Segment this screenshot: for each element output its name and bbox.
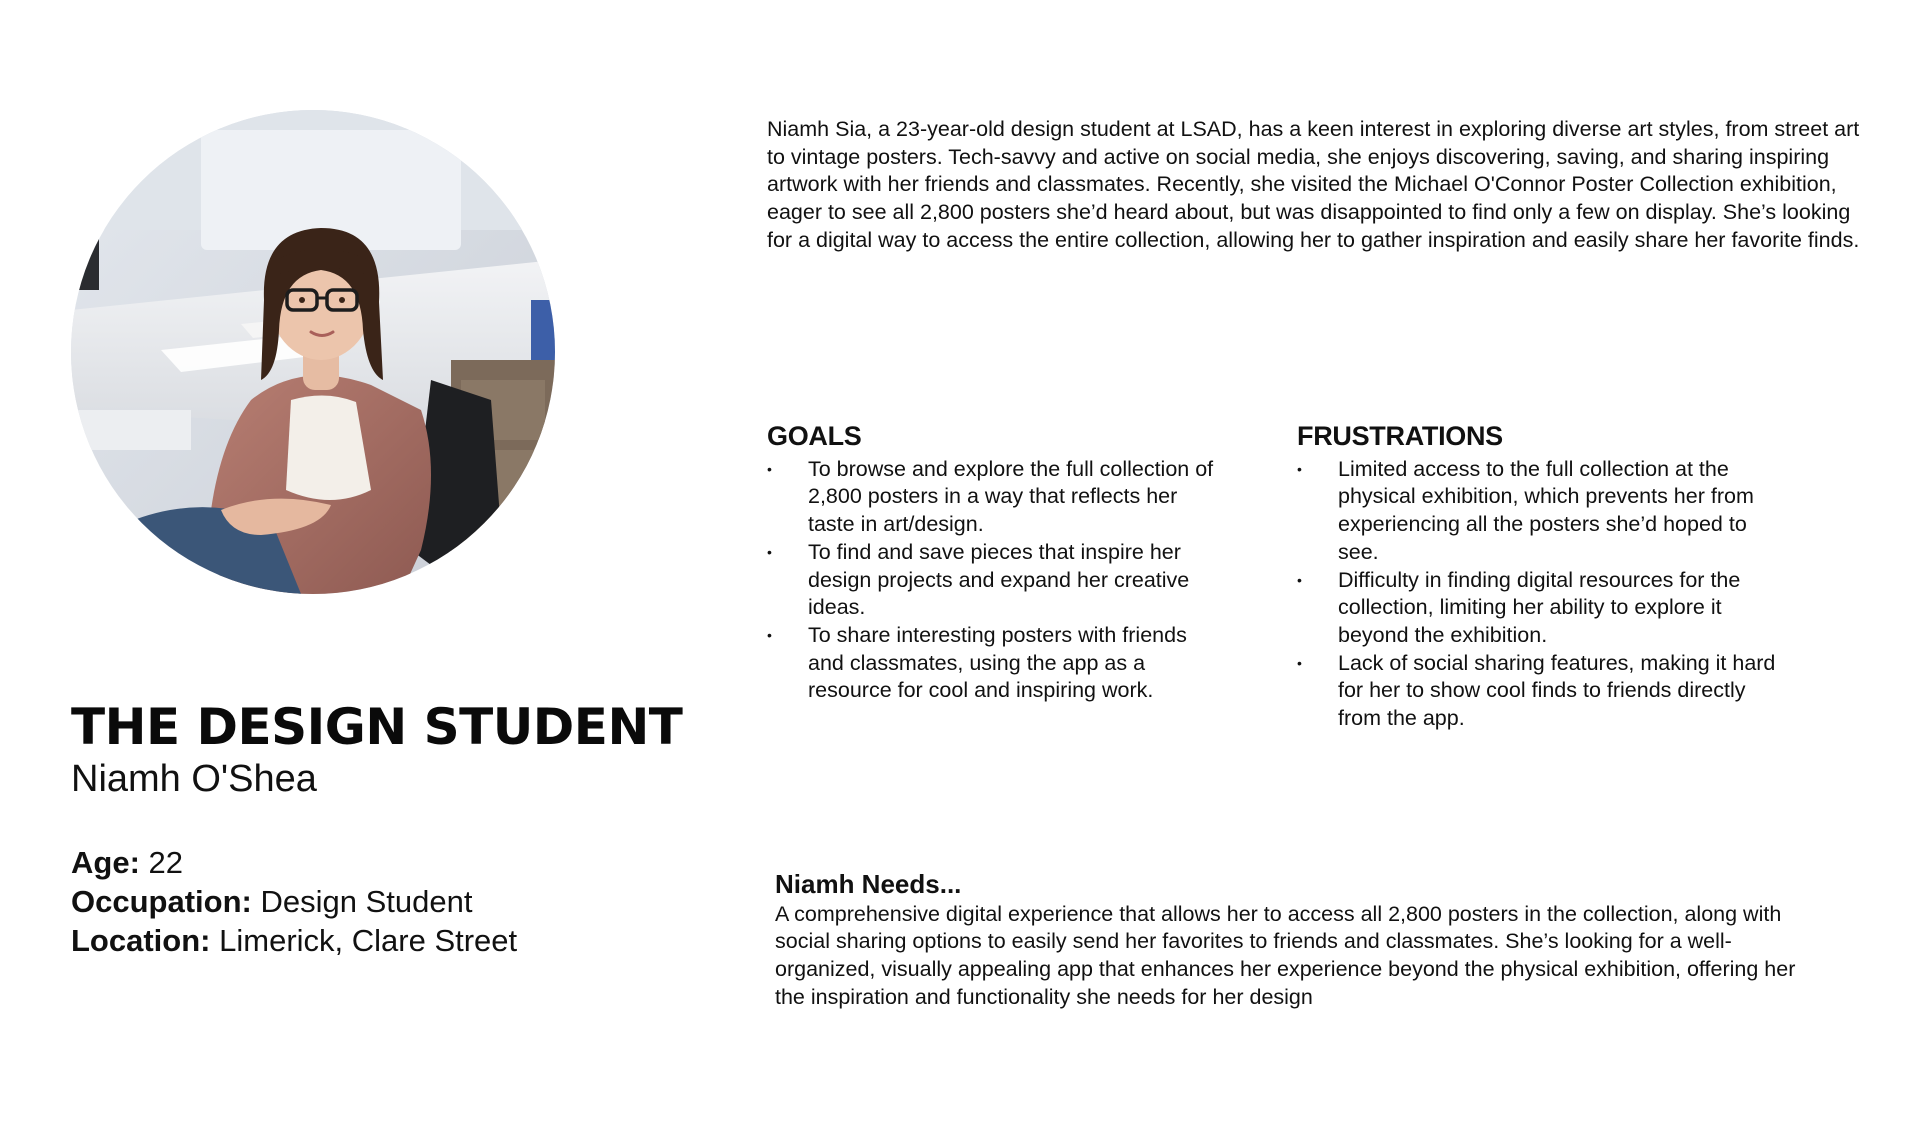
fact-value: Limerick, Clare Street [219, 923, 518, 958]
persona-photo-illustration [71, 110, 555, 594]
goal-item: • To share interesting posters with friends and classmates, using the app as a resource for cool and inspiring work. [767, 622, 1227, 705]
fact-label: Age: [71, 845, 140, 880]
frustrations-heading: FRUSTRATIONS [1297, 421, 1503, 451]
goals-heading: GOALS [767, 421, 862, 451]
frustration-item: • Difficulty in finding digital resources for the collection, limiting her ability to explore it beyond the exhibition. [1297, 567, 1777, 650]
persona-name: Niamh O'Shea [71, 758, 317, 800]
frustration-item: • Lack of social sharing features, making it hard for her to show cool finds to friends directly from the app. [1297, 650, 1777, 733]
fact-occupation [71, 882, 517, 921]
fact-value: 22 [148, 845, 183, 880]
fact-label: Occupation: [71, 884, 252, 919]
fact-age [71, 843, 517, 882]
fact-value: Design Student [260, 884, 473, 919]
goals-list [767, 456, 1227, 705]
needs-section [775, 868, 1825, 1011]
persona-facts [71, 843, 517, 960]
goal-item: • To find and save pieces that inspire her design projects and expand her creative ideas. [767, 539, 1227, 622]
persona-photo [71, 110, 555, 594]
fact-label: Location: [71, 923, 211, 958]
persona-bio: Niamh Sia, a 23-year-old design student at LSAD, has a keen interest in exploring diverse art styles, from street art to vintage posters. Tech-savvy and active on social media, she enjoys discovering, saving, and sharing inspiring artwork with her friends and classmates. Recently, she visited the Michael O'Connor Poster Collection exhibition, eager to see all 2,800 posters she’d heard about, but was disappointed to find only a few on display. She’s looking for a digital way to access the entire collection, allowing her to gather inspiration and easily share her favorite finds. [767, 117, 1860, 252]
persona-title: THE DESIGN STUDENT [71, 698, 683, 756]
frustrations-section [1297, 420, 1777, 733]
frustration-item: • Limited access to the full collection at the physical exhibition, which prevents her from experiencing all the posters she’d hoped to see. [1297, 456, 1777, 567]
goal-item: • To browse and explore the full collection of 2,800 posters in a way that reflects her taste in art/design. [767, 456, 1227, 539]
needs-text: A comprehensive digital experience that allows her to access all 2,800 posters in the collection, along with social sharing options to easily send her favorites to friends and classmates. She’s looking for a well-organized, visually appealing app that enhances her experience beyond the physical exhibition, offering her the inspiration and functionality she needs for her design [775, 901, 1796, 1009]
frustrations-list [1297, 456, 1777, 733]
needs-heading: Niamh Needs... [775, 869, 962, 899]
goals-section [767, 420, 1227, 705]
fact-location [71, 921, 517, 960]
